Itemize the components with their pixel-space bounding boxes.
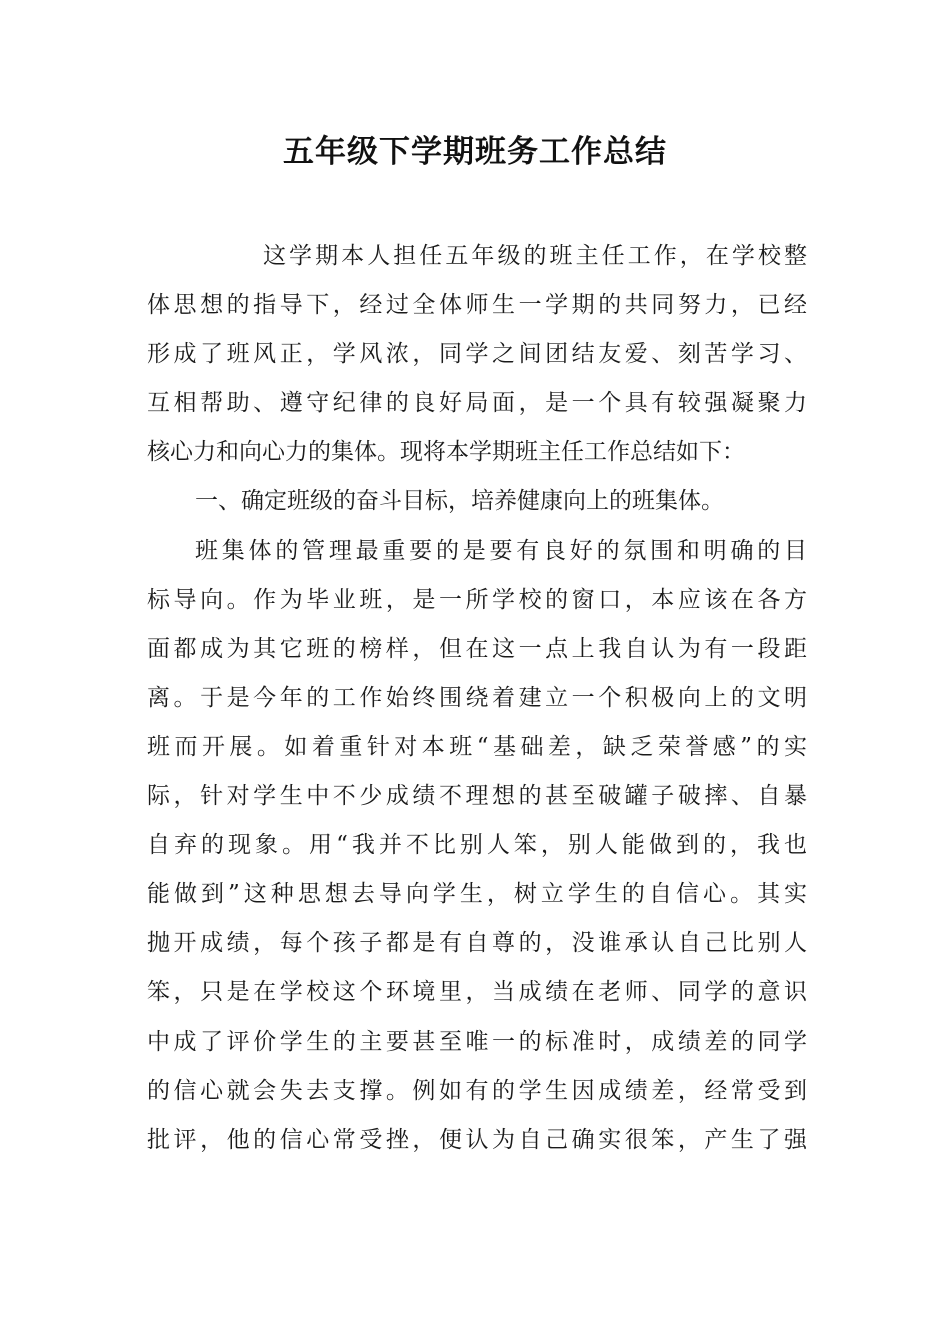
paragraph-line: 能做到”这种思想去导向学生，树立学生的自信心。其实: [147, 881, 807, 908]
paragraph-line: 批评，他的信心常受挫，便认为自己确实很笨，产生了强: [147, 1126, 807, 1153]
paragraph-line: 核心力和向心力的集体。现将本学期班主任工作总结如下：: [147, 439, 745, 466]
paragraph-line: 中成了评价学生的主要甚至唯一的标准时，成绩差的同学: [147, 1028, 807, 1055]
paragraph-line: 班而开展。如着重针对本班“基础差，缺乏荣誉感”的实: [147, 733, 807, 760]
paragraph-line: 离。于是今年的工作始终围绕着建立一个积极向上的文明: [147, 684, 807, 711]
paragraph-line: 互相帮助、遵守纪律的良好局面，是一个具有较强凝聚力: [147, 390, 807, 417]
document-title: 五年级下学期班务工作总结: [283, 134, 667, 170]
paragraph-line: 笨，只是在学校这个环境里，当成绩在老师、同学的意识: [147, 979, 807, 1006]
paragraph-line: 面都成为其它班的榜样，但在这一点上我自认为有一段距: [147, 635, 807, 662]
paragraph-line: 抛开成绩，每个孩子都是有自尊的，没谁承认自己比别人: [147, 930, 807, 957]
paragraph-line: 标导向。作为毕业班，是一所学校的窗口，本应该在各方: [147, 586, 807, 613]
document-body: [147, 232, 807, 1165]
paragraph-line: 这学期本人担任五年级的班主任工作，在学校整: [263, 243, 807, 269]
paragraph-line: 体思想的指导下，经过全体师生一学期的共同努力，已经: [147, 292, 807, 319]
paragraph-line: 形成了班风正，学风浓，同学之间团结友爱、刻苦学习、: [147, 341, 807, 368]
paragraph-line: 的信心就会失去支撑。例如有的学生因成绩差，经常受到: [147, 1077, 807, 1104]
paragraph-line: 自弃的现象。用“我并不比别人笨，别人能做到的，我也: [147, 832, 807, 859]
section-heading: 一、确定班级的奋斗目标，培养健康向上的班集体。: [195, 488, 724, 515]
paragraph-line: 班集体的管理最重要的是要有良好的氛围和明确的目: [195, 537, 807, 564]
paragraph-line: 际，针对学生中不少成绩不理想的甚至破罐子破摔、自暴: [147, 783, 807, 810]
